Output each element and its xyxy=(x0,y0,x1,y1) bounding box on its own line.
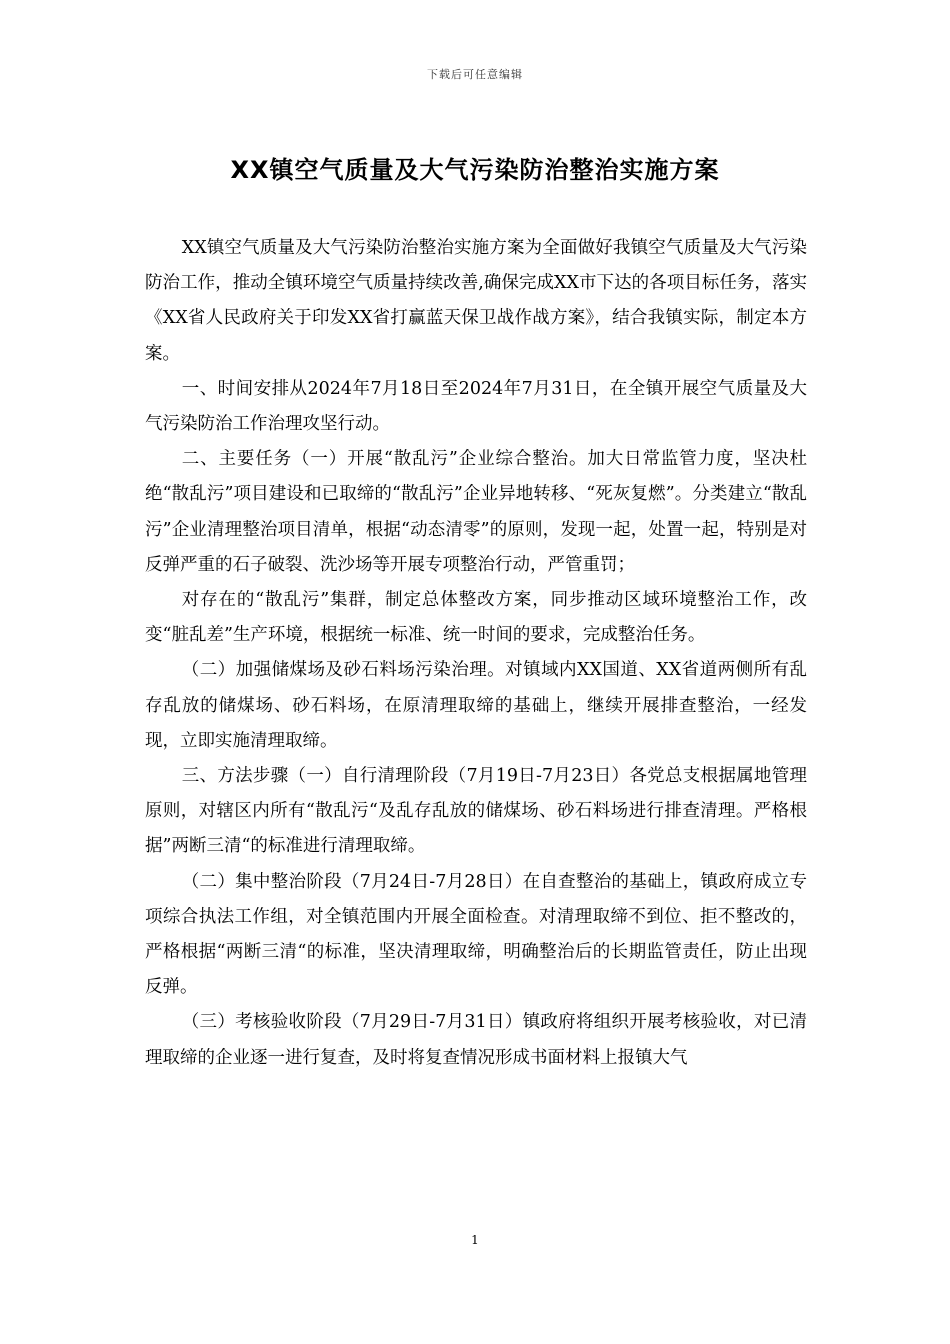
paragraph-schedule: 一、时间安排从2024年7月18日至2024年7月31日，在全镇开展空气质量及大气污染防治工作治理攻坚行动。 xyxy=(145,378,807,435)
header-note: 下载后可任意编辑 xyxy=(427,68,523,81)
document-body xyxy=(145,231,807,1076)
paragraph-storage-yards: （二）加强储煤场及砂石料场污染治理。对镇域内XX国道、XX省道两侧所有乱存乱放的储煤场、砂石料场，在原清理取缔的基础上，继续开展排查整治，一经发现，立即实施清理取缔。 xyxy=(145,660,807,751)
paragraph-inspection-stage: （三）考核验收阶段（7月29日-7月31日）镇政府将组织开展考核验收，对已清理取缔的企业逐一进行复查，及时将复查情况形成书面材料上报镇大气 xyxy=(145,1012,807,1068)
paragraph-concentrated-stage: （二）集中整治阶段（7月24日-7月28日）在自查整治的基础上，镇政府成立专项综合执法工作组，对全镇范围内开展全面检查。对清理取缔不到位、拒不整改的，严格根据“两断三清“的标准，坚决清理取缔，明确整治后的长期监管责任，防止出现反弹。 xyxy=(145,871,807,998)
document-title: XX镇空气质量及大气污染防治整治实施方案 xyxy=(230,156,720,184)
page-number: 1 xyxy=(471,1233,479,1247)
paragraph-intro: XX镇空气质量及大气污染防治整治实施方案为全面做好我镇空气质量及大气污染防治工作，推动全镇环境空气质量持续改善,确保完成XX市下达的各项目标任务，落实《XX省人民政府关于印发XX省打赢蓝天保卫战作战方案》，结合我镇实际，制定本方案。 xyxy=(145,238,807,364)
paragraph-main-tasks: 二、主要任务（一）开展“散乱污”企业综合整治。加大日常监管力度，坚决杜绝“散乱污”项目建设和已取缔的“散乱污”企业异地转移、“死灰复燃”。分类建立“散乱污”企业清理整治项目清单，根据“动态清零”的原则，发现一起，处置一起，特别是对反弹严重的石子破裂、洗沙场等开展专项整治行动，严管重罚； xyxy=(145,449,807,575)
paragraph-cluster-rectification: 对存在的“散乱污”集群，制定总体整改方案，同步推动区域环境整治工作，改变“脏乱差”生产环境，根据统一标准、统一时间的要求，完成整治任务。 xyxy=(145,590,807,646)
paragraph-self-cleanup-stage: 三、方法步骤（一）自行清理阶段（7月19日-7月23日）各党总支根据属地管理原则，对辖区内所有“散乱污“及乱存乱放的储煤场、砂石料场进行排查清理。严格根据”两断三清“的标准进行清理取缔。 xyxy=(145,766,807,857)
